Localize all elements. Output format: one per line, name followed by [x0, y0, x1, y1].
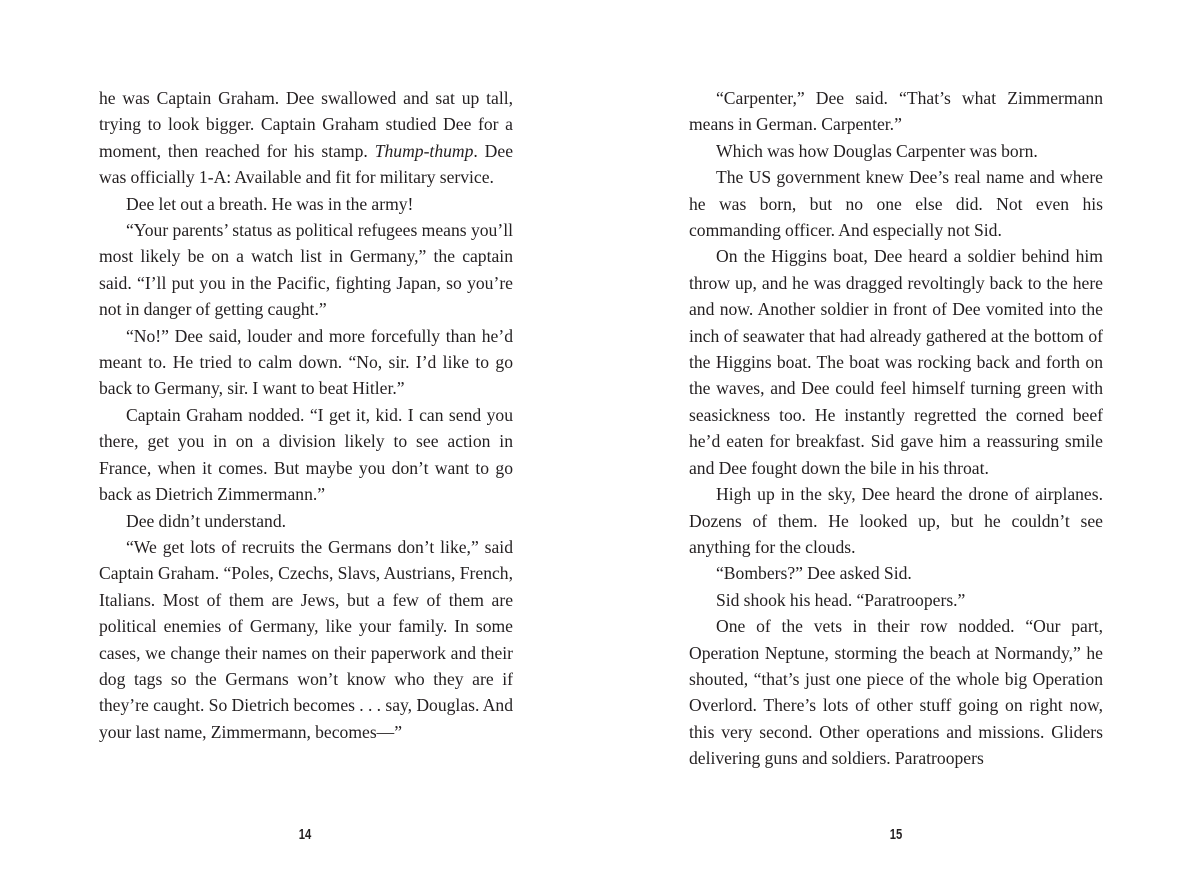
paragraph: Sid shook his head. “Paratroopers.”: [716, 589, 966, 610]
paragraph: “Your parents’ status as political refugees means you’ll most likely be on a watch list in Germany,” the captain said. “I’ll put you in the Pacific, fighting Japan, so you’re not in danger of getting caught.”: [99, 220, 513, 320]
right-page: [689, 85, 1103, 772]
paragraph: Dee let out a breath. He was in the army!: [126, 193, 414, 214]
paragraph: High up in the sky, Dee heard the drone of airplanes. Dozens of them. He looked up, but he couldn’t see anything for the clouds.: [689, 484, 1103, 557]
paragraph: Dee didn’t understand.: [126, 510, 287, 531]
italic-text: Thump-thump: [374, 140, 474, 161]
paragraph: The US government knew Dee’s real name and where he was born, but no one else did. Not even his commanding officer. And especially not Sid.: [689, 167, 1103, 241]
paragraph: Captain Graham nodded. “I get it, kid. I can send you there, get you in on a division likely to see action in France, when it comes. But maybe you don’t want to go back as Dietrich Zimmermann.”: [99, 404, 513, 505]
page-number-left: 14: [298, 826, 312, 843]
left-page: [99, 85, 513, 745]
paragraph: On the Higgins boat, Dee heard a soldier behind him throw up, and he was dragged revoltingly back to the here and now. Another soldier in front of Dee vomited into the inch of seawater that had already gathered at the bottom of the Higgins boat. The boat was rocking back and forth on the waves, and Dee could feel himself turning green with seasickness too. He instantly regretted the corned beef he’d eaten for breakfast. Sid gave him a reassuring smile and Dee fought down the bile in his throat.: [689, 246, 1103, 478]
paragraph: “No!” Dee said, louder and more forcefully than he’d meant to. He tried to calm down. “No, sir. I’d like to go back to Germany, sir. I want to beat Hitler.”: [99, 325, 513, 399]
page-number-right: 15: [889, 826, 903, 843]
paragraph: “Bombers?” Dee asked Sid.: [716, 563, 912, 584]
paragraph: Which was how Douglas Carpenter was born.: [716, 140, 1038, 161]
paragraph: he was Captain Graham. Dee swallowed and sat up tall, trying to look bigger. Captain Graham studied Dee for a moment, then reached for his stamp. Thump-thump. Dee was officially 1-A: Available and fit for military service.: [99, 88, 514, 188]
paragraph: “We get lots of recruits the Germans don’t like,” said Captain Graham. “Poles, Czechs, Slavs, Austrians, French, Italians. Most of them are Jews, but a few of them are political enemies of Germany, like your family. In some cases, we change their names on their paperwork and their dog tags so the Germans won’t know who they are if they’re caught. So Dietrich becomes . . . say, Douglas. And your last name, Zimmermann, becomes—”: [99, 536, 513, 742]
paragraph: One of the vets in their row nodded. “Our part, Operation Neptune, storming the beach at Normandy,” he shouted, “that’s just one piece of the whole big Operation Overlord. There’s lots of other stuff going on right now, this very second. Other operations and missions. Gliders delivering guns and soldiers. Paratroopers: [689, 616, 1103, 769]
paragraph: “Carpenter,” Dee said. “That’s what Zimmermann means in German. Carpenter.”: [689, 88, 1103, 135]
